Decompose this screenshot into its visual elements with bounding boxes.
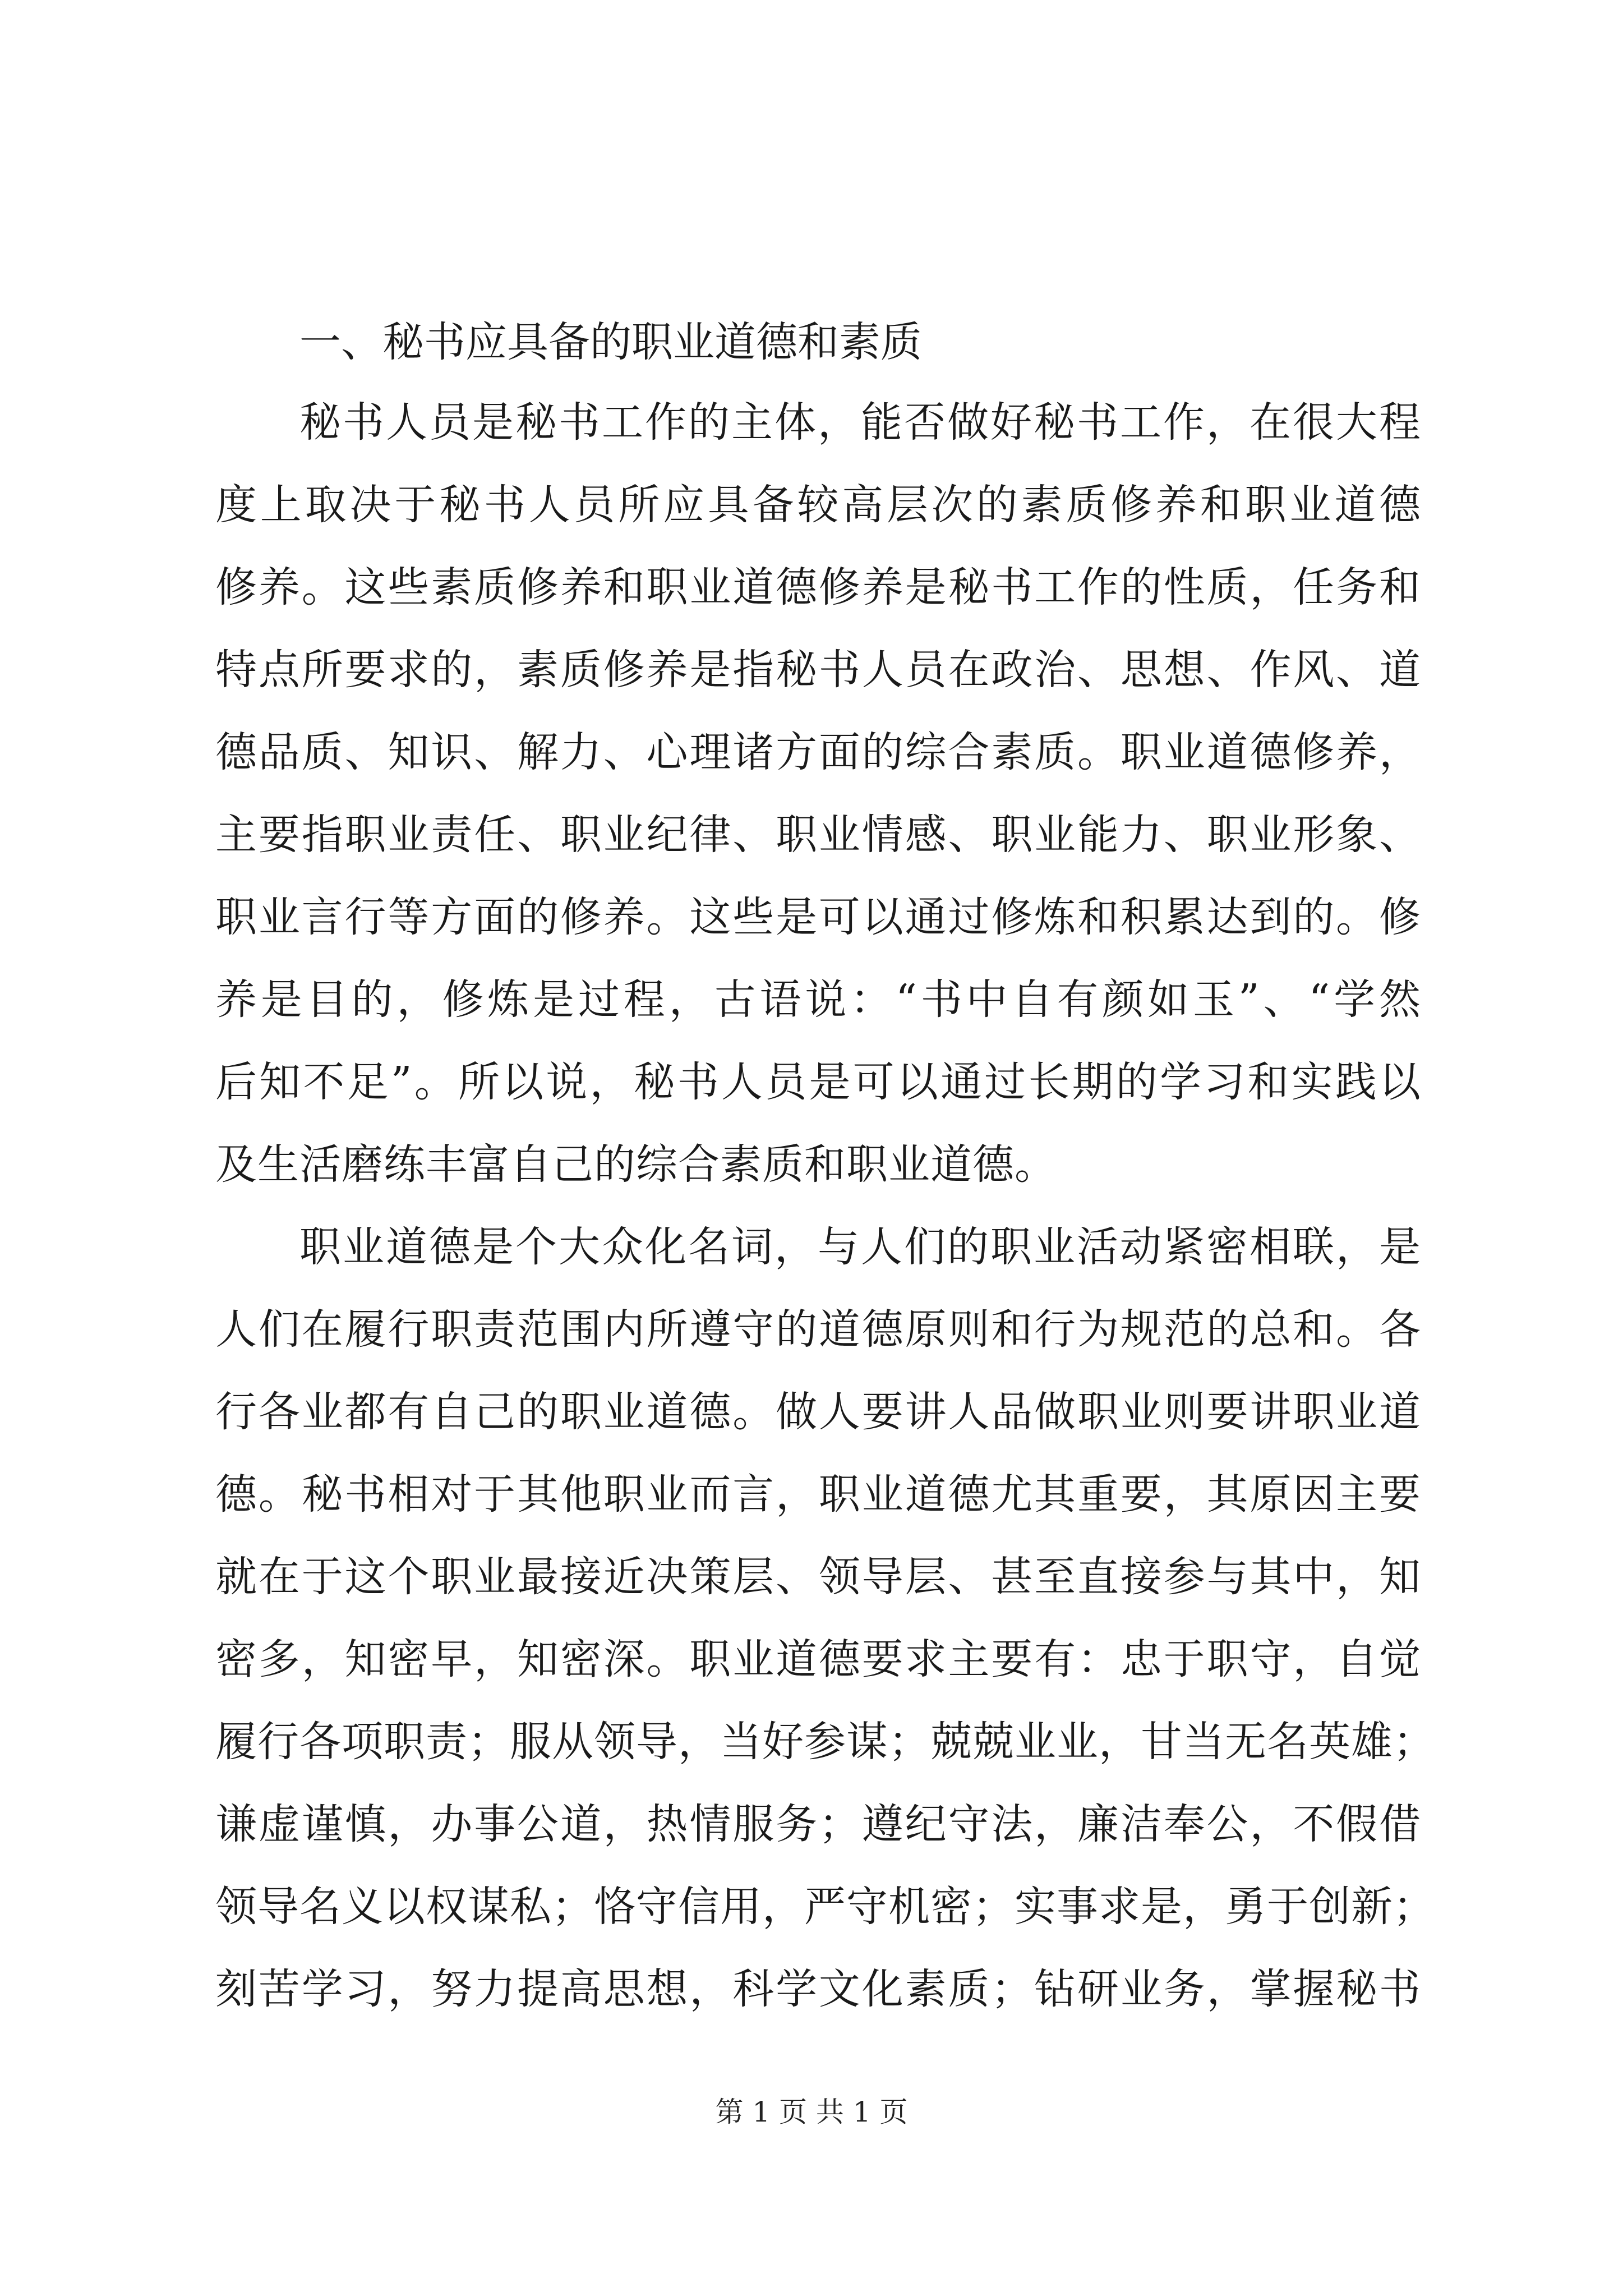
paragraph-line: 职业道德是个大众化名词，与人们的职业活动紧密相联，是: [299, 1223, 1421, 1271]
paragraph-line: 度上取决于秘书人员所应具备较高层次的素质修养和职业道德: [215, 481, 1421, 529]
paragraph-line: 刻苦学习，努力提高思想，科学文化素质；钻研业务，掌握秘书: [215, 1965, 1421, 2013]
paragraph-line: 特点所要求的，素质修养是指秘书人员在政治、思想、作风、道: [215, 646, 1421, 694]
paragraph-line: 谦虚谨慎，办事公道，热情服务；遵纪守法，廉洁奉公，不假借: [215, 1800, 1421, 1848]
paragraph-line: 履行各项职责；服从领导，当好参谋；兢兢业业，甘当无名英雄；: [215, 1718, 1435, 1766]
page-footer: 第 1 页 共 1 页: [715, 2096, 908, 2128]
paragraph-1: [215, 381, 1421, 1206]
section-heading: 一、秘书应具备的职业道德和素质: [299, 318, 922, 366]
paragraph-line: 养是目的，修炼是过程，古语说：“书中自有颜如玉”、“学然: [215, 976, 1421, 1024]
paragraph-line: 人们在履行职责范围内所遵守的道德原则和行为规范的总和。各: [215, 1305, 1421, 1354]
paragraph-line: 领导名义以权谋私；恪守信用，严守机密；实事求是，勇于创新；: [215, 1883, 1435, 1931]
paragraph-2: [215, 1206, 1435, 2031]
paragraph-line: 就在于这个职业最接近决策层、领导层、甚至直接参与其中，知: [215, 1553, 1421, 1601]
paragraph-line: 密多，知密早，知密深。职业道德要求主要有：忠于职守，自觉: [215, 1635, 1421, 1683]
paragraph-line: 德。秘书相对于其他职业而言，职业道德尤其重要，其原因主要: [215, 1470, 1421, 1519]
paragraph-line: 及生活磨练丰富自己的综合素质和职业道德。: [215, 1140, 1057, 1189]
paragraph-line: 职业言行等方面的修养。这些是可以通过修炼和积累达到的。修: [215, 893, 1421, 941]
paragraph-line: 修养。这些素质修养和职业道德修养是秘书工作的性质，任务和: [215, 563, 1421, 611]
document-body: [215, 303, 1435, 2031]
paragraph-line: 德品质、知识、解力、心理诸方面的综合素质。职业道德修养，: [215, 728, 1421, 776]
paragraph-line: 主要指职业责任、职业纪律、职业情感、职业能力、职业形象、: [215, 811, 1421, 859]
paragraph-line: 后知不足”。所以说，秘书人员是可以通过长期的学习和实践以: [215, 1058, 1421, 1106]
paragraph-line: 秘书人员是秘书工作的主体，能否做好秘书工作，在很大程: [299, 398, 1421, 447]
paragraph-line: 行各业都有自己的职业道德。做人要讲人品做职业则要讲职业道: [215, 1388, 1421, 1436]
